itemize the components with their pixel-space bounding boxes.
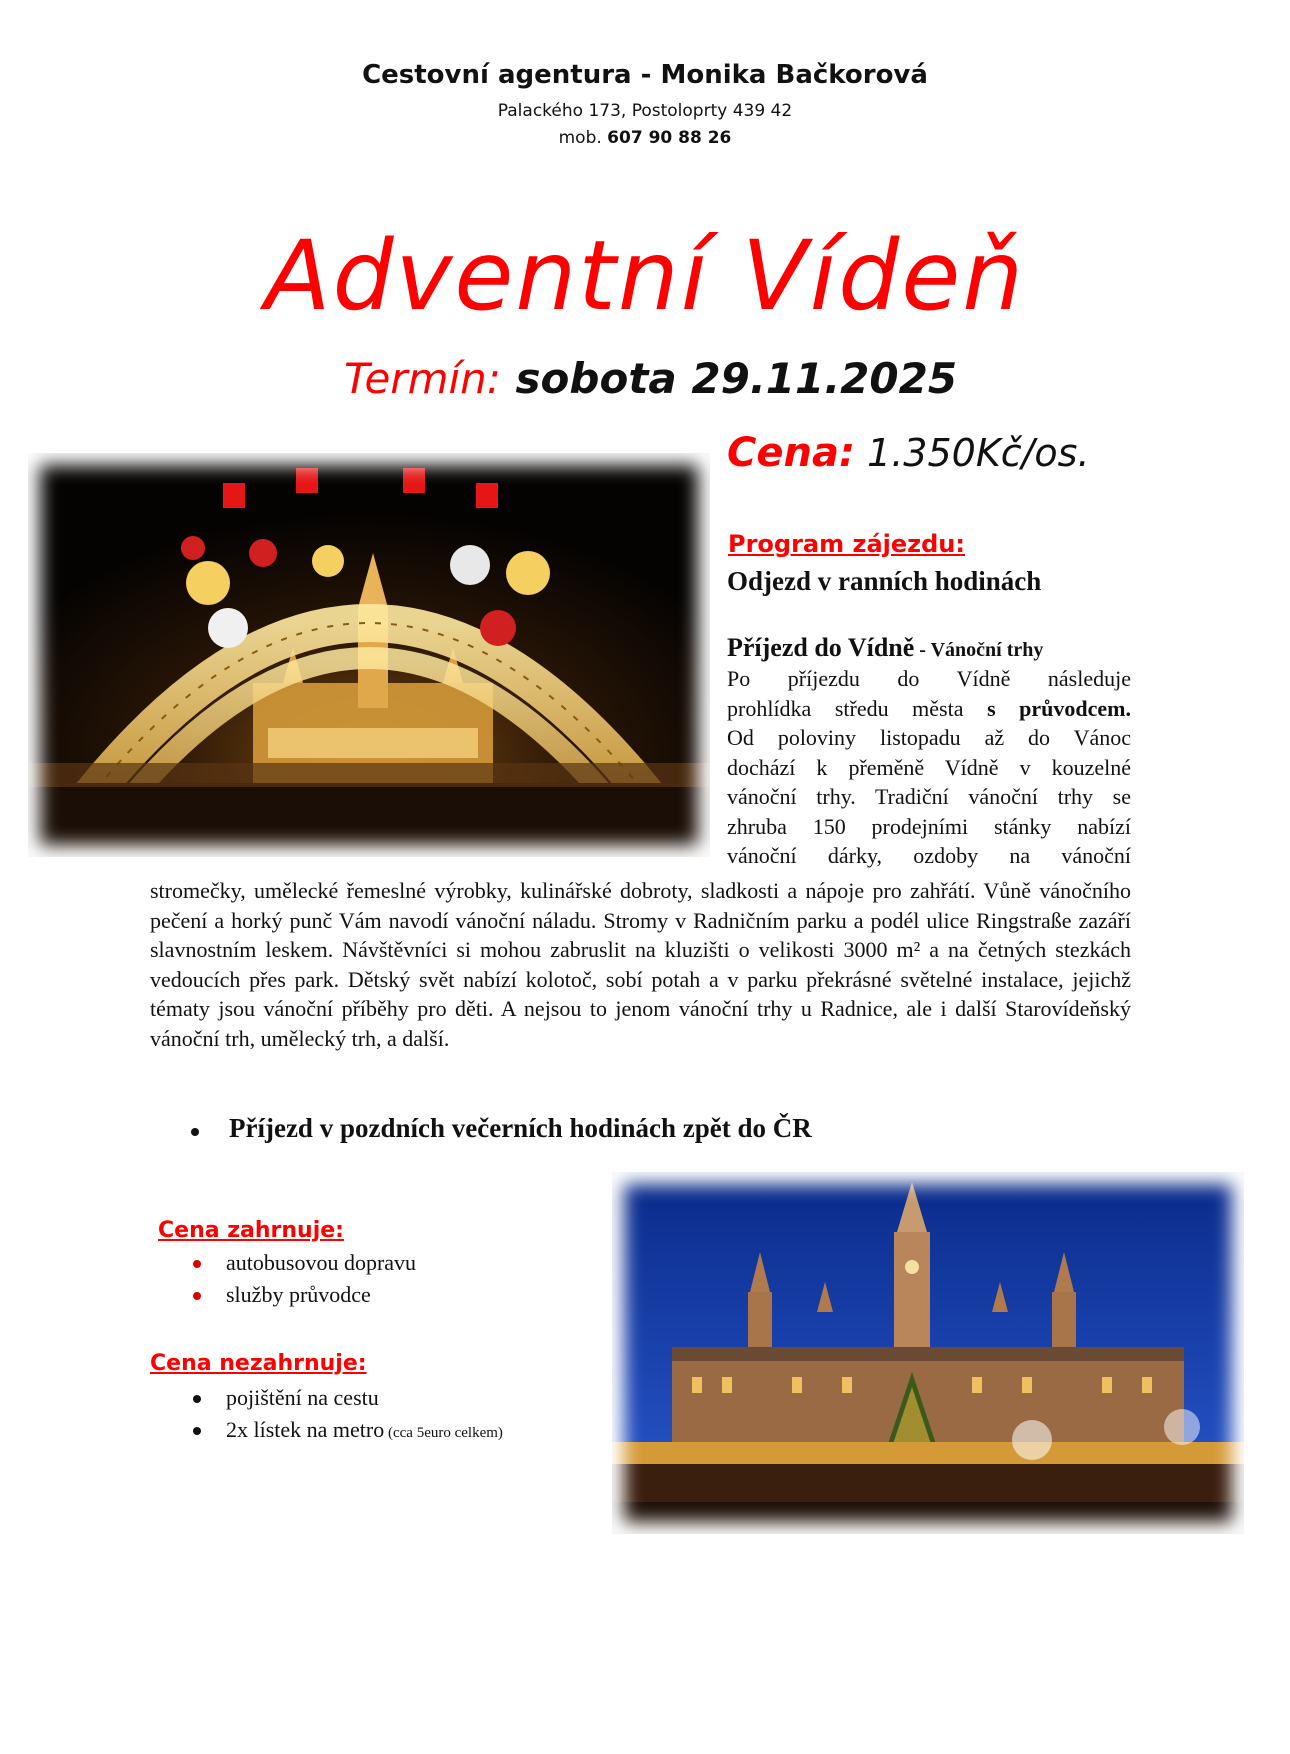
agency-name: Cestovní agentura - Monika Bačkorová <box>362 60 928 90</box>
price-line <box>727 430 1090 476</box>
list-item-text <box>226 1414 503 1449</box>
term-label: Termín: <box>344 354 501 403</box>
arrival-title-text: Příjezd do Vídně <box>727 633 915 662</box>
list-item <box>193 1279 493 1311</box>
price-value: 1.350Kč/os. <box>854 431 1090 475</box>
list-item-text: služby průvodce <box>226 1282 371 1307</box>
return-item <box>188 1113 812 1144</box>
para-line: zhruba 150 prodejními stánky nabízí <box>727 813 1131 839</box>
list-item-text: pojištění na cestu <box>226 1385 379 1410</box>
metro-note: (cca 5euro celkem) <box>384 1425 503 1441</box>
vienna-city-hall-photo <box>612 1172 1244 1534</box>
excludes-heading: Cena nezahrnuje: <box>150 1351 367 1376</box>
includes-list <box>193 1247 493 1311</box>
list-item-text: autobusovou dopravu <box>226 1250 417 1275</box>
bullet-icon <box>193 1292 201 1300</box>
para-line: vánoční dárky, ozdoby na vánoční <box>727 843 1131 868</box>
program-heading: Program zájezdu: <box>728 530 965 558</box>
list-item <box>193 1247 493 1279</box>
phone-prefix: mob. <box>558 128 608 148</box>
program-paragraph-right <box>727 664 1131 871</box>
return-text: Příjezd v pozdních večerních hodinách zpět do ČR <box>229 1113 812 1143</box>
term-value: sobota 29.11.2025 <box>500 354 958 403</box>
term-line <box>344 354 957 403</box>
guide-bold: s průvodcem. <box>987 695 1132 721</box>
page-title: Adventní Vídeň <box>264 220 1026 332</box>
agency-phone <box>0 128 1290 148</box>
departure-text: Odjezd v ranních hodinách <box>727 566 1042 596</box>
arrival-title <box>727 633 1043 663</box>
para-line: dochází k přeměně Vídně v kouzelné <box>727 754 1131 780</box>
para-line: Po příjezdu do Vídně následuje <box>727 666 1131 691</box>
list-item <box>193 1382 613 1414</box>
agency-address: Palackého 173, Postoloprty 439 42 <box>497 101 793 121</box>
phone-number: 607 90 88 26 <box>607 128 732 148</box>
bullet-icon <box>193 1427 201 1435</box>
bullet-icon <box>193 1260 201 1268</box>
para-line <box>727 694 1131 724</box>
price-label: Cena: <box>727 430 855 476</box>
para-line: Od poloviny listopadu až do Vánoc <box>727 725 1131 750</box>
excludes-list <box>193 1382 613 1446</box>
bullet-icon <box>191 1128 199 1136</box>
includes-heading: Cena zahrnuje: <box>158 1218 344 1243</box>
para-line: vánoční trhy. Tradiční vánoční trhy se <box>727 784 1131 809</box>
arrival-subtitle: - Vánoční trhy <box>914 639 1044 661</box>
metro-text: 2x lístek na metro <box>226 1417 385 1442</box>
program-paragraph-full: stromečky, umělecké řemeslné výrobky, kulinářské dobroty, sladkosti a nápoje pro zahřátí. Vůně vánočního pečení a horký punč Vám navodí vánoční náladu. Stromy v Radničním parku a podél ulice Ringstraße zazáří slavnostním leskem. Návštěvníci si mohou zabruslit na kluzišti o velikosti 3000 m² a na četných stezkách vedoucích přes park. Dětský svět nabízí kolotoč, sobí potah a v parku překrásné světelné instalace, jejichž tématy jsou vánoční příběhy pro děti. A nejsou to jenom vánoční trhy u Radnice, ale i další Starovídeňský vánoční trh, umělecký trh, a další. <box>150 878 1131 1051</box>
para-line-text: prohlídka středu města <box>727 695 988 721</box>
christmas-market-arch-photo <box>28 453 710 857</box>
list-item <box>193 1414 613 1446</box>
bullet-icon <box>193 1395 201 1403</box>
